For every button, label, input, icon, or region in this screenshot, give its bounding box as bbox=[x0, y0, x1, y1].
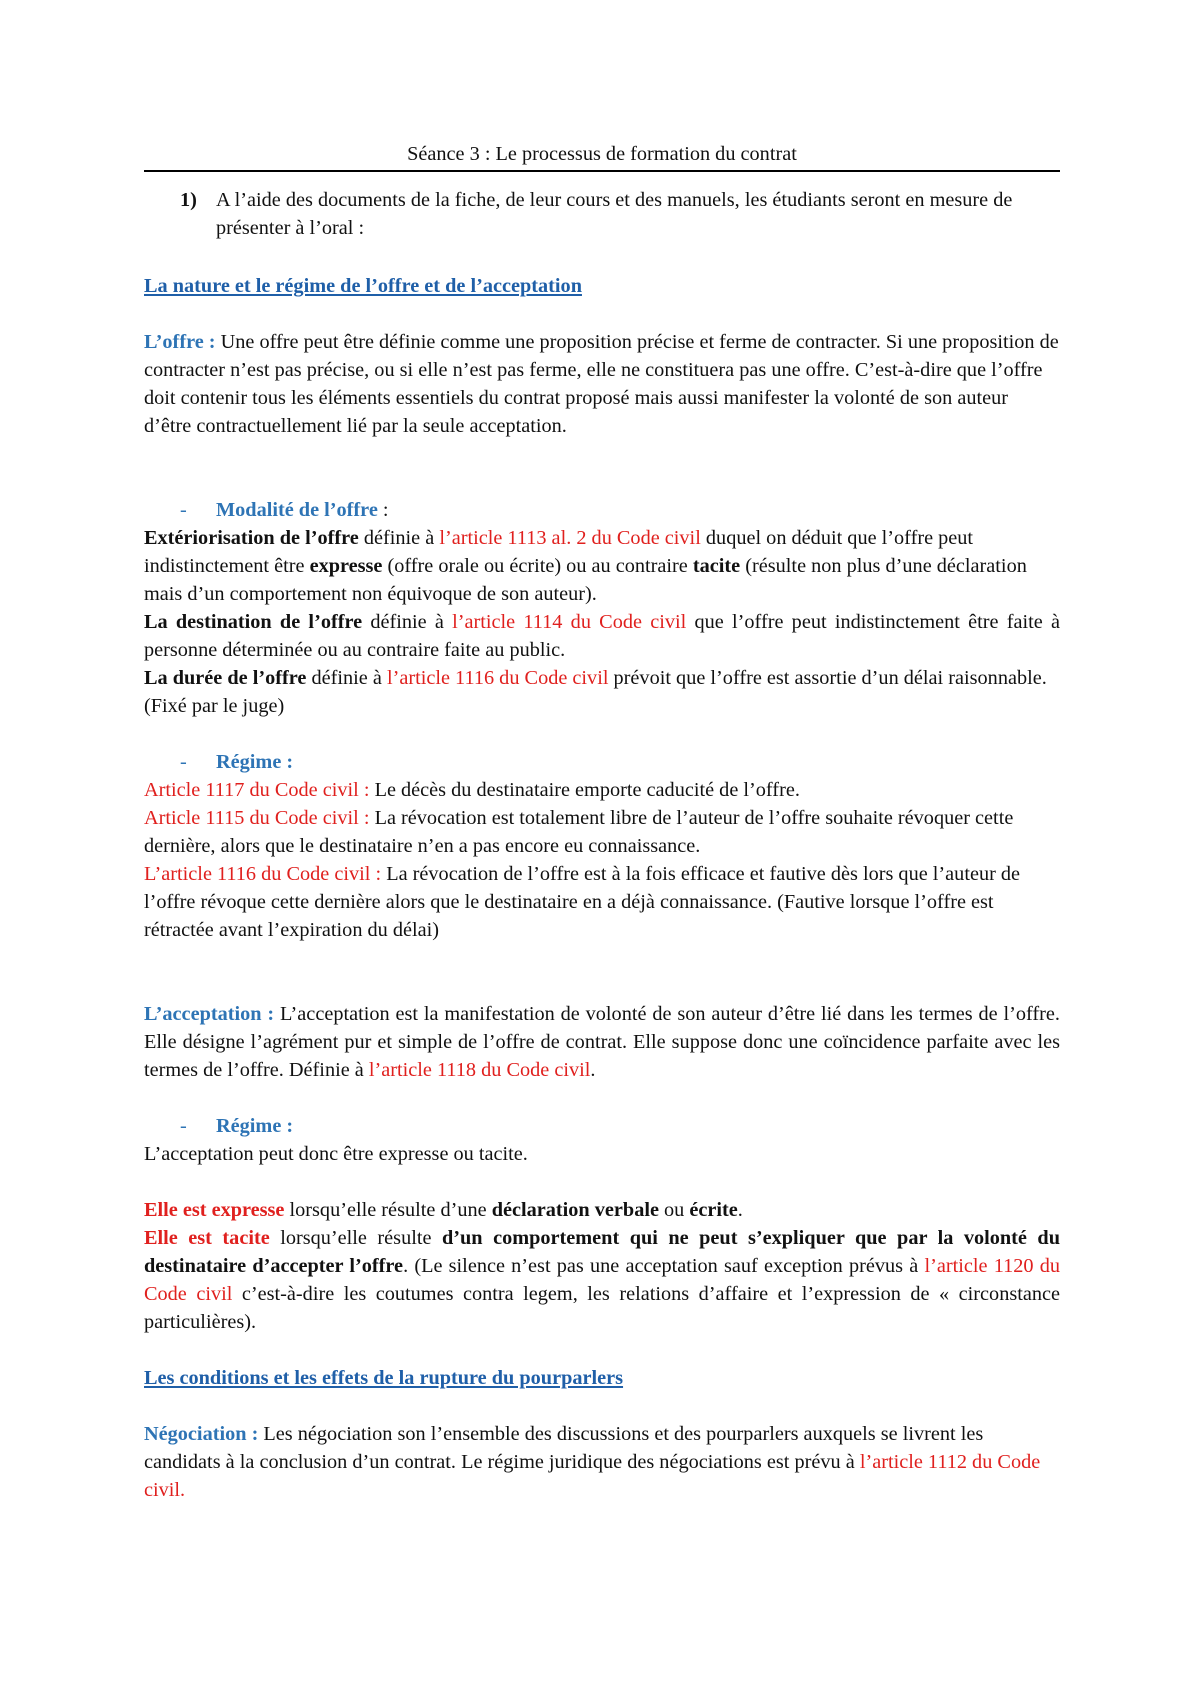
document-page bbox=[144, 140, 1060, 1504]
tacite-paragraph bbox=[144, 1224, 1060, 1336]
duree-paragraph bbox=[144, 664, 1060, 720]
acceptation-label: L’acceptation : bbox=[144, 1003, 275, 1025]
article-ref-1117: Article 1117 du Code civil : bbox=[144, 779, 370, 801]
question-text: A l’aide des documents de la fiche, de leur cours et des manuels, les étudiants seront en mesure de présenter à l’oral : bbox=[216, 189, 1013, 239]
term-declaration-verbale: déclaration verbale bbox=[491, 1199, 659, 1221]
text-run: définie à bbox=[358, 527, 440, 549]
negociation-label: Négociation : bbox=[144, 1423, 259, 1445]
offre-label: L’offre : bbox=[144, 331, 216, 353]
destination-label: La destination de l’offre bbox=[144, 611, 363, 633]
article-ref-1114: l’article 1114 du Code civil bbox=[452, 611, 687, 633]
text-run: c’est-à-dire les coutumes contra legem, les relations d’affaire et l’expression de « circonstance particulières). bbox=[144, 1283, 1061, 1333]
dash-bullet: - bbox=[180, 751, 187, 773]
offre-text: Une offre peut être définie comme une proposition précise et ferme de contracter. Si une proposition de contracter n’est pas précise, ou si elle n’est pas ferme, elle ne constituera pas une offre. C’est-à-dire que l’offre doit contenir tous les éléments essentiels du contrat proposé mais aussi manifester la volonté de son auteur d’être contractuellement lié par la seule acceptation. bbox=[144, 331, 1059, 437]
modalite-heading bbox=[144, 496, 1060, 524]
negociation-paragraph bbox=[144, 1420, 1060, 1504]
destination-paragraph bbox=[144, 608, 1060, 664]
duree-label: La durée de l’offre bbox=[144, 667, 307, 689]
text-run: lorsqu’elle résulte d’une bbox=[284, 1199, 492, 1221]
article-ref-1115: Article 1115 du Code civil : bbox=[144, 807, 370, 829]
text-run: définie à bbox=[362, 611, 453, 633]
article-1116-paragraph bbox=[144, 860, 1060, 944]
text-run: (résulte non plus d’une déclaration mais d’un comportement non équivoque de son auteur). bbox=[144, 555, 1027, 605]
dash-bullet: - bbox=[180, 1115, 187, 1137]
regime-heading bbox=[144, 748, 1060, 776]
article-ref-1112: l’article 1112 du Code civil. bbox=[144, 1451, 1041, 1501]
text-run: ou bbox=[658, 1199, 690, 1221]
text-run: Les négociation son l’ensemble des discussions et des pourparlers auxquels se livrent les candidats à la conclusion d’un contrat. Le régime juridique des négociations est prévu à bbox=[144, 1423, 984, 1473]
article-ref-1113: l’article 1113 al. 2 du Code civil bbox=[439, 527, 701, 549]
text-run: L’acceptation est la manifestation de volonté de son auteur d’être lié dans les termes de l’offre. Elle désigne l’agrément pur et simple de l’offre de contrat. Elle suppose donc une coïncidence parfaite avec les termes de l’offre. Définie à bbox=[144, 1003, 1060, 1081]
acceptation-intro: L’acceptation peut donc être expresse ou tacite. bbox=[144, 1143, 528, 1165]
section-heading-offre-acceptation: La nature et le régime de l’offre et de l’acceptation bbox=[144, 275, 582, 297]
question-item bbox=[144, 186, 1060, 242]
article-ref-1116-b: L’article 1116 du Code civil : bbox=[144, 863, 382, 885]
text-run: prévoit que l’offre est assortie d’un délai raisonnable. (Fixé par le juge) bbox=[144, 667, 1047, 717]
text-run: La révocation est totalement libre de l’auteur de l’offre souhaite révoquer cette dernière, alors que le destinataire n’en a pas encore eu connaissance. bbox=[144, 807, 1014, 857]
exteriorisation-paragraph bbox=[144, 524, 1060, 608]
text-run: . bbox=[737, 1199, 743, 1221]
term-expresse: expresse bbox=[309, 555, 383, 577]
text-run: duquel on déduit que l’offre peut indistinctement être bbox=[144, 527, 974, 577]
text-run: (offre orale ou écrite) ou au contraire bbox=[382, 555, 693, 577]
article-1115-paragraph bbox=[144, 804, 1060, 860]
regime-label-2: Régime : bbox=[216, 1115, 294, 1137]
text-run: . (Le silence n’est pas une acceptation sauf exception prévus à bbox=[403, 1255, 925, 1277]
regime-heading-2 bbox=[144, 1112, 1060, 1140]
text-run: définie à bbox=[306, 667, 387, 689]
modalite-suffix: : bbox=[377, 499, 389, 521]
question-number: 1) bbox=[180, 189, 197, 211]
text-run: . bbox=[590, 1059, 596, 1081]
text-run: lorsqu’elle résulte bbox=[269, 1227, 442, 1249]
text-run: Le décès du destinataire emporte caducité de l’offre. bbox=[369, 779, 800, 801]
modalite-label: Modalité de l’offre bbox=[216, 499, 378, 521]
text-run: que l’offre peut indistinctement être faite à personne déterminée ou au contraire faite au public. bbox=[144, 611, 1060, 661]
tacite-label: Elle est tacite bbox=[144, 1227, 270, 1249]
expresse-paragraph bbox=[144, 1196, 1060, 1224]
text-run: La révocation de l’offre est à la fois efficace et fautive dès lors que l’auteur de l’offre révoque cette dernière alors que le destinataire en a déjà connaissance. (Fautive lorsque l’offre est rétractée avant l’expiration du délai) bbox=[144, 863, 1021, 941]
article-ref-1120: l’article 1120 du Code civil bbox=[144, 1255, 1060, 1305]
article-ref-1118: l’article 1118 du Code civil bbox=[368, 1059, 591, 1081]
article-1117-paragraph bbox=[144, 776, 1060, 804]
term-ecrite: écrite bbox=[689, 1199, 738, 1221]
term-tacite: tacite bbox=[692, 555, 741, 577]
dash-bullet: - bbox=[180, 499, 187, 521]
page-title: Séance 3 : Le processus de formation du contrat bbox=[144, 140, 1060, 172]
acceptation-paragraph bbox=[144, 1000, 1060, 1084]
regime-label: Régime : bbox=[216, 751, 294, 773]
tacite-definition: d’un comportement qui ne peut s’expliquer que par la volonté du destinataire d’accepter l’offre bbox=[144, 1227, 1060, 1277]
exteriorisation-label: Extériorisation de l’offre bbox=[144, 527, 359, 549]
offre-paragraph bbox=[144, 328, 1060, 440]
article-ref-1116: l’article 1116 du Code civil bbox=[386, 667, 609, 689]
expresse-label: Elle est expresse bbox=[144, 1199, 285, 1221]
section-heading-pourparlers: Les conditions et les effets de la rupture du pourparlers bbox=[144, 1367, 624, 1389]
